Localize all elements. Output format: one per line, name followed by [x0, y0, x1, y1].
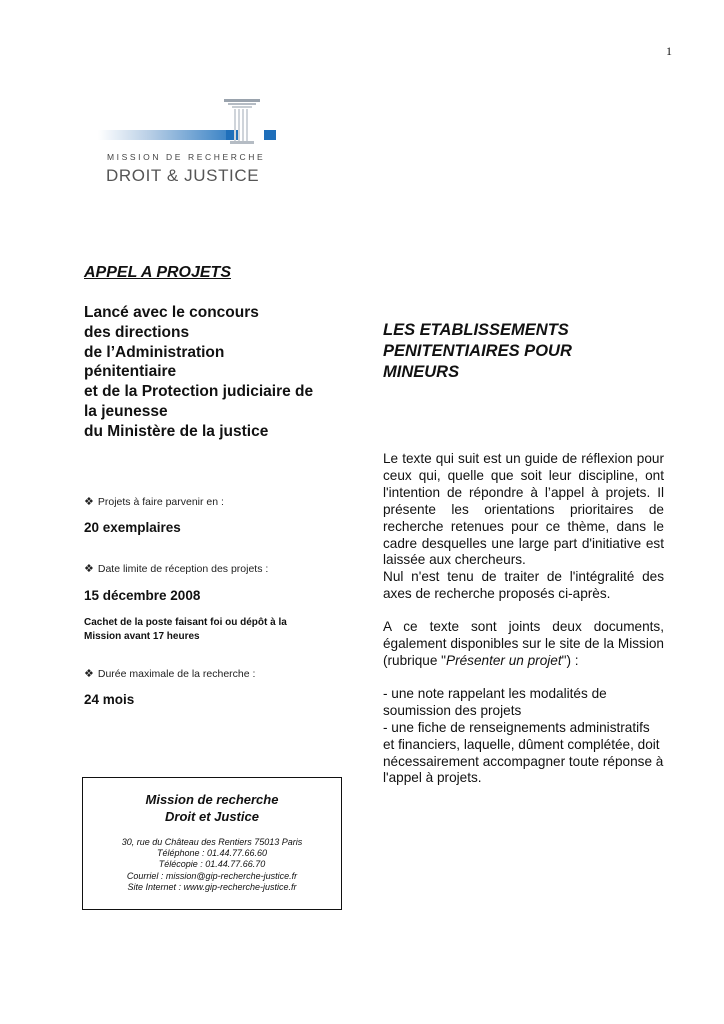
contact-email[interactable]: Courriel : mission@gip-recherche-justice.fr [126, 870, 298, 881]
cachet-line: Cachet de la poste faisant foi ou dépôt à la [84, 617, 287, 628]
bullet-date-limite [84, 562, 346, 575]
document-title [383, 320, 673, 383]
page-number: 1 [666, 44, 672, 58]
appel-heading: APPEL A PROJETS [84, 264, 231, 281]
lance-block [84, 303, 346, 442]
lance-line: du Ministère de la justice [84, 422, 269, 440]
rubrique-name: Présenter un projet [446, 652, 562, 668]
contact-box [82, 777, 342, 910]
contact-title-line: Droit et Justice [165, 809, 259, 824]
value-date: 15 décembre 2008 [84, 588, 201, 603]
lance-line: des directions [84, 323, 190, 341]
contact-fax: Télécopie : 01.44.77.66.70 [158, 859, 266, 870]
logo-text-mission: MISSION DE RECHERCHE [107, 152, 266, 162]
bullet-duree [84, 667, 346, 680]
logo-gradient-bar [98, 130, 226, 140]
lance-line: pénitentiaire [84, 363, 177, 381]
intro-text [383, 451, 664, 787]
diamond-bullet-icon: ❖ [84, 563, 94, 575]
lance-line: et de la Protection judiciaire de [84, 383, 314, 401]
bullet-text: Projets à faire parvenir en : [97, 496, 224, 508]
contact-phone: Téléphone : 01.44.77.66.60 [156, 848, 268, 859]
diamond-bullet-icon: ❖ [84, 668, 94, 680]
paragraph-guide: Le texte qui suit est un guide de réflexion pour ceux qui, quelle que soit leur discipline, ont l'intention de répondre à l’appel à projets. Il présente les orientations prioritaires de recherche retenues pour ce thème, dans le cadre desquelles une large part d'initiative est laissée aux chercheurs. [383, 451, 664, 568]
value-duree: 24 mois [84, 692, 135, 707]
contact-title [83, 791, 341, 825]
logo-blue-block-right [264, 130, 276, 140]
title-line: PENITENTIAIRES POUR [383, 342, 572, 360]
logo-text-droit-justice: DROIT & JUSTICE [106, 166, 260, 185]
paragraph-documents: A ce texte sont joints deux documents, également disponibles sur le site de la Mission (rubrique "Présenter un projet") : [383, 619, 664, 668]
bullet-text: Date limite de réception des projets : [97, 563, 269, 575]
column-icon [222, 98, 262, 146]
lance-line: la jeunesse [84, 402, 168, 420]
contact-address: 30, rue du Château des Rentiers 75013 Paris [121, 837, 303, 847]
cachet-note [84, 616, 334, 644]
list-item-note: - une note rappelant les modalités de soumission des projets [383, 685, 607, 718]
list-item-fiche: - une fiche de renseignements administratifs et financiers, laquelle, dûment complétée, doit nécessairement accompagner toute réponse à l'appel à projets. [383, 719, 664, 786]
title-line: MINEURS [383, 363, 460, 381]
contact-website[interactable]: Site Internet : www.gip-recherche-justice.fr [127, 881, 297, 892]
contact-title-line: Mission de recherche [145, 792, 279, 807]
lance-line: de l’Administration [84, 343, 225, 361]
paragraph-nul: Nul n'est tenu de traiter de l'intégralité des axes de recherche proposés ci-après. [383, 569, 664, 602]
cachet-line: Mission avant 17 heures [84, 631, 200, 642]
diamond-bullet-icon: ❖ [84, 496, 94, 508]
bullet-projets [84, 495, 346, 508]
title-line: LES ETABLISSEMENTS [383, 321, 569, 339]
lance-line: Lancé avec le concours [84, 304, 259, 321]
value-exemplaires: 20 exemplaires [84, 520, 181, 535]
contact-details [83, 837, 341, 893]
mission-logo [98, 96, 288, 196]
bullet-text: Durée maximale de la recherche : [97, 668, 256, 680]
